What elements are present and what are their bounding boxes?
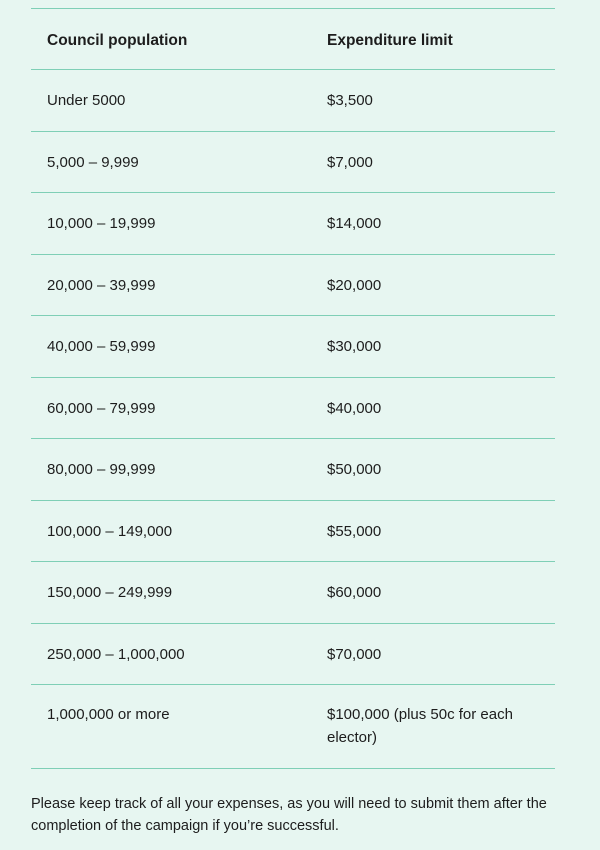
population-cell: 100,000 – 149,000 (47, 522, 173, 540)
limit-cell: $100,000 (plus 50c for each elector) (327, 706, 513, 746)
table-row (31, 685, 555, 769)
population-cell: 5,000 – 9,999 (47, 153, 139, 171)
column-header-limit: Expenditure limit (327, 32, 453, 49)
population-cell: 80,000 – 99,999 (47, 461, 156, 478)
table-row (31, 439, 555, 501)
population-cell: 1,000,000 or more (47, 706, 170, 723)
limit-cell: $50,000 (327, 461, 382, 478)
limit-cell: $3,500 (327, 92, 373, 109)
table-row (31, 132, 555, 194)
population-cell: 250,000 – 1,000,000 (47, 645, 185, 663)
expenses-note: Please keep track of all your expenses, as you will need to submit them after the completion of the campaign if you’re successful. (31, 796, 547, 834)
column-header-population: Council population (47, 32, 188, 49)
table-row (31, 193, 555, 255)
table-row (31, 316, 555, 378)
table-row (31, 624, 555, 686)
limit-cell: $7,000 (327, 153, 373, 171)
table-row (31, 378, 555, 440)
table-row (31, 70, 555, 132)
limit-cell: $14,000 (327, 215, 382, 232)
population-cell: 40,000 – 59,999 (47, 338, 156, 355)
population-cell: 60,000 – 79,999 (47, 399, 156, 417)
limit-cell: $40,000 (327, 399, 382, 417)
limit-cell: $30,000 (327, 338, 382, 355)
population-cell: 20,000 – 39,999 (47, 276, 156, 294)
table-row (31, 501, 555, 563)
population-cell: 150,000 – 249,999 (47, 584, 173, 601)
limit-cell: $70,000 (327, 645, 382, 663)
table-row (31, 255, 555, 317)
table-row (31, 562, 555, 624)
table-header-row (31, 9, 555, 70)
limit-cell: $55,000 (327, 522, 382, 540)
expenditure-table (31, 8, 555, 769)
limit-cell: $60,000 (327, 584, 382, 601)
population-cell: Under 5000 (47, 92, 126, 109)
limit-cell: $20,000 (327, 276, 382, 294)
population-cell: 10,000 – 19,999 (47, 215, 156, 232)
